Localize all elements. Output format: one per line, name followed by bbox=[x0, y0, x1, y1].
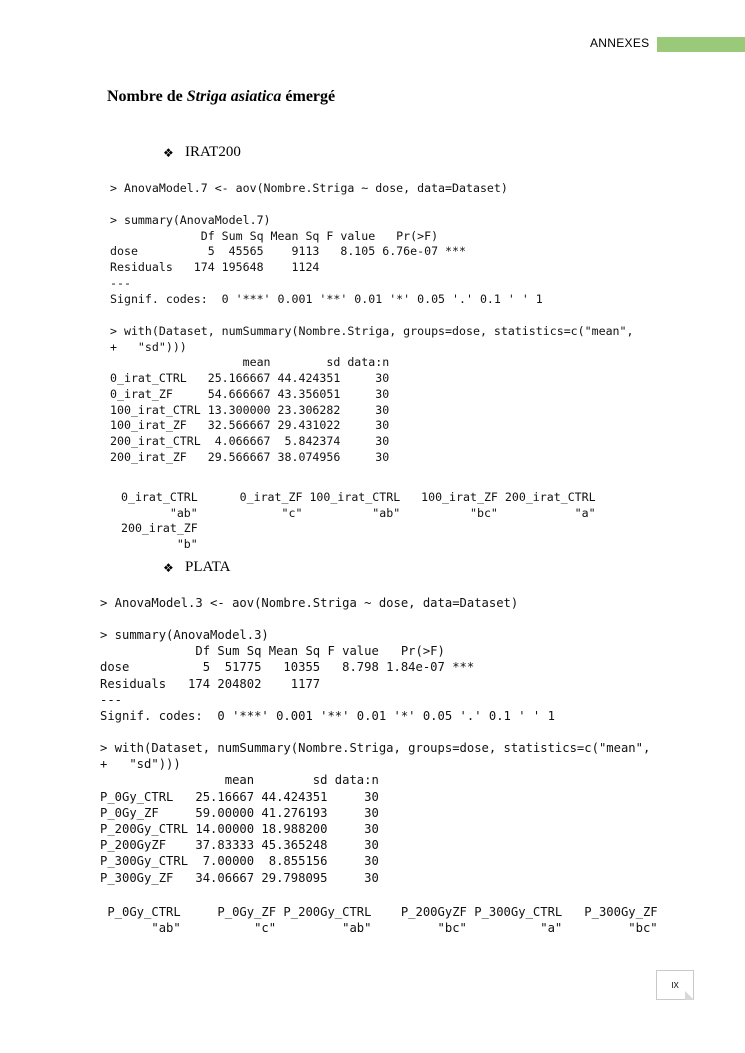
aov-command: > AnovaModel.3 <- aov(Nombre.Striga ~ dose, data=Dataset) bbox=[100, 596, 519, 610]
title-suffix: émergé bbox=[281, 88, 336, 105]
header-label: ANNEXES bbox=[590, 36, 650, 50]
page-title bbox=[107, 88, 335, 106]
numsummary-output: > with(Dataset, numSummary(Nombre.Striga, groups=dose, statistics=c("mean", + "sd"))) mean sd data:n P_0Gy_CTRL 25.16667 44.424351 30 P_0Gy_ZF 59.00000 41.276193 30 P_200Gy_CTRL 14.00000 18.988200 30 P_200GyZF 37.83333 45.365248 30 P_300Gy_CTRL 7.00000 8.855156 30 P_300Gy_ZF 34.06667 29.798095 30 bbox=[100, 741, 651, 885]
diamond-bullet-icon: ❖ bbox=[163, 145, 174, 160]
title-species: Striga asiatica bbox=[186, 88, 282, 105]
numsummary-output: > with(Dataset, numSummary(Nombre.Striga, groups=dose, statistics=c("mean", + "sd"))) mean sd data:n 0_irat_CTRL 25.166667 44.424351 30 0_irat_ZF 54.666667 43.356051 30 100_irat_CTRL 13.300000 23.306282 30 100_irat_ZF 32.566667 29.431022 30 200_irat_CTRL 4.066667 5.842374 30 200_irat_ZF 29.566667 38.074956 30 bbox=[110, 324, 634, 464]
page-fold-icon bbox=[685, 991, 694, 1000]
group-letters-output: 0_irat_CTRL 0_irat_ZF 100_irat_CTRL 100_irat_ZF 200_irat_CTRL "ab" "c" "ab" "bc" "a" 200_irat_ZF "b" bbox=[120, 490, 596, 552]
anova-summary-output: > summary(AnovaModel.3) Df Sum Sq Mean Sq F value Pr(>F) dose 5 51775 10355 8.798 1.84e-07 *** Residuals 174 204802 1177 --- Signif. codes: 0 '***' 0.001 '**' 0.01 '*' 0.05 '.' 0.1 ' ' 1 bbox=[100, 628, 555, 724]
group-letters-output: P_0Gy_CTRL P_0Gy_ZF P_200Gy_CTRL P_200GyZF P_300Gy_CTRL P_300Gy_ZF "ab" "c" "ab" "bc" "a" "bc" bbox=[107, 905, 658, 936]
section-heading-irat200 bbox=[163, 144, 241, 161]
aov-command: > AnovaModel.7 <- aov(Nombre.Striga ~ dose, data=Dataset) bbox=[110, 181, 508, 195]
section-heading-text: IRAT200 bbox=[185, 144, 241, 160]
section-heading-text: PLATA bbox=[185, 559, 231, 575]
section-heading-plata bbox=[163, 559, 230, 576]
header-accent-bar bbox=[657, 37, 745, 52]
page-number-box bbox=[656, 970, 694, 1000]
anova-summary-output: > summary(AnovaModel.7) Df Sum Sq Mean Sq F value Pr(>F) dose 5 45565 9113 8.105 6.76e-07 *** Residuals 174 195648 1124 --- Signif. codes: 0 '***' 0.001 '**' 0.01 '*' 0.05 '.' 0.1 ' ' 1 bbox=[110, 213, 543, 306]
page-number: IX bbox=[671, 980, 679, 990]
diamond-bullet-icon: ❖ bbox=[163, 560, 174, 575]
title-prefix: Nombre de bbox=[107, 88, 187, 105]
